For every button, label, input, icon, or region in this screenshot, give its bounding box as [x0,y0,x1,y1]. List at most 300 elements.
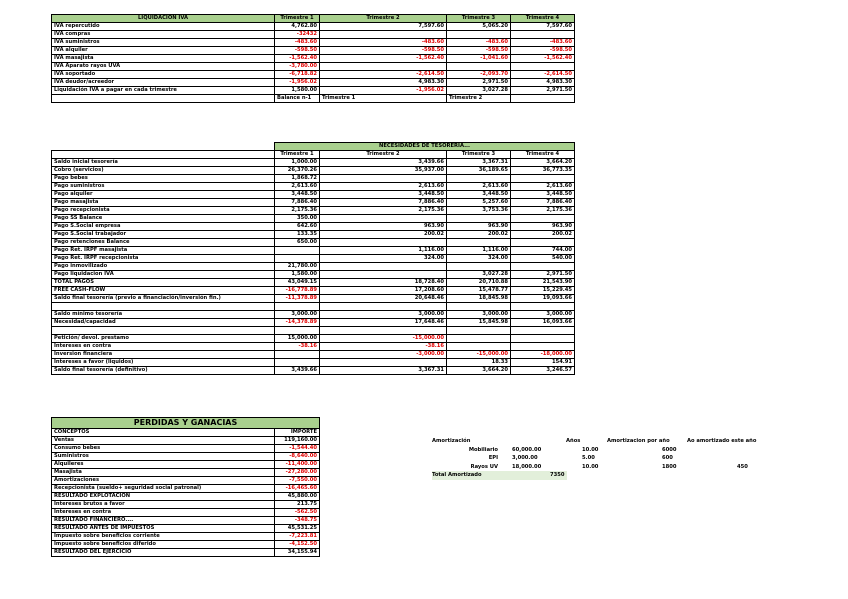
tesoreria-cell: 3,753.36 [447,207,511,215]
tesoreria-cell: -16,778.89 [275,287,320,295]
iva-cell: 1,580.00 [275,87,320,95]
pyg-row-label: Amortizaciones [52,477,275,485]
tesoreria-cell: 200.02 [511,231,575,239]
tesoreria-cell: 744.00 [511,247,575,255]
iva-row [52,63,575,71]
pyg-row-value: -4,152.50 [275,541,320,549]
pyg-row [52,525,320,533]
tesoreria-row-label: Pago alquiler [52,191,275,199]
pyg-title: PERDIDAS Y GANACIAS [52,418,320,429]
amort-cell-b: 60,000.00 [512,446,542,453]
blank-cell [52,327,275,335]
tesoreria-cell: 15,000.00 [275,335,320,343]
tes-header-t3: Trimestre 3 [447,151,511,159]
iva-cell: 2,971.50 [511,87,575,95]
iva-cell [511,31,575,39]
tesoreria-necesidad-cell: 15,845.98 [447,319,511,327]
tesoreria-row [52,359,575,367]
tesoreria-row [52,215,575,223]
tesoreria-cell: 36,773.35 [511,167,575,175]
iva-cell: 7,597.60 [320,23,447,31]
tesoreria-cell: 21,543.90 [511,279,575,287]
tesoreria-cell: 324.00 [320,255,447,263]
tesoreria-row-label: Petición/ devol. prestamo [52,335,275,343]
pyg-row-label: Consumo bebes [52,445,275,453]
tesoreria-cell [447,239,511,247]
tesoreria-row [52,287,575,295]
tesoreria-title: NECESIDADES DE TESORERIA... [275,143,575,151]
tesoreria-necesidad-cell: 16,093.66 [511,319,575,327]
tesoreria-cell: 3,448.50 [511,191,575,199]
iva-cell: 2,971.50 [447,79,511,87]
tesoreria-row [52,255,575,263]
pyg-row-value: -27,280.00 [275,469,320,477]
tesoreria-cell: 133.35 [275,231,320,239]
tesoreria-cell: 200.02 [447,231,511,239]
tesoreria-row-label: Intereses a favor (liquidos) [52,359,275,367]
tesoreria-cell: 18,728.40 [320,279,447,287]
iva-cell: -598.50 [320,47,447,55]
iva-cell: 4,762.80 [275,23,320,31]
amort-header-concept: Amortización [432,438,471,444]
tesoreria-cell [275,351,320,359]
tesoreria-necesidad-label: Necesidad/capacidad [52,319,275,327]
tesoreria-cell: 2,175.36 [320,207,447,215]
iva-row-label: IVA compras [52,31,275,39]
amort-header-this-year: Ao amortizado este año [687,438,757,444]
pyg-row [52,541,320,549]
tesoreria-cell: 21,780.00 [275,263,320,271]
tesoreria-cell: -38.16 [320,343,447,351]
tesoreria-cell [320,215,447,223]
amort-cell-d: 6000 [662,446,677,453]
pyg-row-label: Intereses brutos a favor [52,501,275,509]
tes-header-t2: Trimestre 2 [320,151,447,159]
amort-cell-c: 5.00 [582,455,595,461]
iva-cell [320,31,447,39]
iva-header-t2: Trimestre 2 [320,15,447,23]
iva-row-label: IVA suministros [52,39,275,47]
tesoreria-row [52,351,575,359]
iva-cell [511,95,575,103]
iva-row-label: IVA soportado [52,71,275,79]
tesoreria-min-cell: 3,000.00 [511,311,575,319]
iva-cell: 3,027.28 [447,87,511,95]
iva-row-label: IVA repercutido [52,23,275,31]
tesoreria-row [52,239,575,247]
iva-row-label: IVA masajista [52,55,275,63]
tesoreria-cell: 200.02 [320,231,447,239]
amort-cell-c: 10.00 [582,446,599,453]
iva-cell: -598.50 [275,47,320,55]
pyg-row-label: RESULTADO FINANCIERO.... [52,517,275,525]
blank-cell [275,303,320,311]
pyg-row [52,437,320,445]
tesoreria-cell: 20,648.46 [320,295,447,303]
blank-cell [511,303,575,311]
tesoreria-row [52,183,575,191]
tesoreria-cell: -18,000.00 [511,351,575,359]
tesoreria-cell: 7,886.40 [511,199,575,207]
iva-cell: -483.60 [320,39,447,47]
tesoreria-sheet [51,142,575,375]
iva-row [52,55,575,63]
iva-row-label: Liquidación IVA a pagar en cada trimestre [52,87,275,95]
iva-row [52,79,575,87]
tesoreria-row-label: Saldo final tesorería (previo a financiación/inversión fin.) [52,295,275,303]
blank-cell [447,303,511,311]
pyg-row [52,477,320,485]
tesoreria-table [51,142,575,375]
iva-cell: -1,562.40 [511,55,575,63]
pyg-row-value: 45,880.00 [275,493,320,501]
tesoreria-cell [511,239,575,247]
iva-cell: -483.60 [447,39,511,47]
pyg-row-label: Intereses en contra [52,509,275,517]
blank-cell [320,303,447,311]
pyg-row [52,533,320,541]
tesoreria-cell: 540.00 [511,255,575,263]
tesoreria-cell: -15,000.00 [447,351,511,359]
tesoreria-cell: 963.90 [447,223,511,231]
tesoreria-cell [447,343,511,351]
tesoreria-cell: 3,448.50 [320,191,447,199]
pyg-row-value: 34,155.94 [275,549,320,557]
tesoreria-row [52,247,575,255]
pyg-row [52,445,320,453]
iva-cell: -1,956.02 [275,79,320,87]
pyg-row [52,549,320,557]
amort-row [432,463,748,472]
tesoreria-row [52,343,575,351]
tesoreria-row [52,207,575,215]
iva-cell: -598.50 [447,47,511,55]
amortization-block [432,437,757,480]
tesoreria-cell: 154.91 [511,359,575,367]
tesoreria-cell: 26,370.26 [275,167,320,175]
iva-cell: Trimestre 2 [447,95,511,103]
tesoreria-min-label: Saldo mínimo tesorería [52,311,275,319]
tesoreria-cell: 324.00 [447,255,511,263]
tesoreria-cell [447,215,511,223]
pyg-row [52,517,320,525]
tesoreria-row-label: FREE CASH-FLOW [52,287,275,295]
tesoreria-necesidad-cell: 17,648.46 [320,319,447,327]
tesoreria-row-label: Saldo final tesorería (definitivo) [52,367,275,375]
iva-cell: -1,562.40 [275,55,320,63]
tesoreria-cell [511,215,575,223]
iva-cell: -6,718.82 [275,71,320,79]
amort-cell-d: 1800 [662,463,677,470]
tesoreria-cell: 1,000.00 [275,159,320,167]
tesoreria-cell: 650.00 [275,239,320,247]
amort-cell-a: EPI [488,455,498,461]
iva-cell: -483.60 [511,39,575,47]
tesoreria-row-label: Pago masajista [52,199,275,207]
pyg-row-value: -562.50 [275,509,320,517]
tesoreria-row-label: Pago inmovilizado [52,263,275,271]
pyg-sheet [51,417,320,557]
iva-cell: Balance n-1 [275,95,320,103]
pyg-row [52,453,320,461]
tesoreria-cell: 5,257.60 [447,199,511,207]
tesoreria-cell: 963.90 [320,223,447,231]
iva-row [52,47,575,55]
tesoreria-row-label: TOTAL PAGOS [52,279,275,287]
pyg-col-concepts: CONCEPTOS [52,429,275,437]
amort-cell-d: 600 [662,455,673,461]
tesoreria-cell [320,239,447,247]
iva-cell: -1,562.40 [320,55,447,63]
tesoreria-necesidad-row [52,319,575,327]
tesoreria-cell: 18.33 [447,359,511,367]
pyg-col-importe: IMPORTE [275,429,320,437]
amort-total-label: Total Amortizado [432,472,482,478]
iva-row [52,87,575,95]
pyg-row-label: RESULTADO ANTES DE IMPUESTOS [52,525,275,533]
tesoreria-cell: 2,175.36 [511,207,575,215]
iva-cell [511,63,575,71]
blank-cell [52,303,275,311]
pyg-row [52,509,320,517]
iva-row [52,23,575,31]
tesoreria-cell: 2,613.60 [320,183,447,191]
iva-cell: -32432 [275,31,320,39]
tesoreria-cell [511,335,575,343]
tesoreria-cell [320,175,447,183]
tesoreria-cell: 2,613.60 [447,183,511,191]
iva-row [52,71,575,79]
tesoreria-cell: 3,439.66 [320,159,447,167]
iva-title: LIQUIDACION IVA [52,15,275,23]
pyg-row [52,485,320,493]
tesoreria-row-label: Intereses en contra [52,343,275,351]
amort-header-per-year: Amortizacion por año [607,438,670,444]
tesoreria-row-label: Pago suministros [52,183,275,191]
amort-cell-e: 450 [737,463,748,470]
tesoreria-cell [275,255,320,263]
iva-cell [447,31,511,39]
tesoreria-necesidad-cell: -14,378.89 [275,319,320,327]
pyg-row-label: RESULTADO DEL EJERCICIO [52,549,275,557]
tesoreria-cell: 3,027.28 [447,271,511,279]
tesoreria-cell: 7,886.40 [320,199,447,207]
amort-header-years: Años [566,438,581,444]
tesoreria-cell: 15,478.77 [447,287,511,295]
tesoreria-cell: 2,613.60 [275,183,320,191]
tesoreria-cell: 35,937.00 [320,167,447,175]
tesoreria-cell: -3,000.00 [320,351,447,359]
tesoreria-row [52,279,575,287]
tesoreria-cell: -15,000.00 [320,335,447,343]
pyg-row-label: Masajista [52,469,275,477]
iva-cell [320,63,447,71]
pyg-row-label: Suministros [52,453,275,461]
tesoreria-cell: 3,664.20 [447,367,511,375]
iva-cell: -483.60 [275,39,320,47]
tesoreria-cell [511,263,575,271]
iva-cell: 4,983.30 [320,79,447,87]
iva-table [51,14,575,103]
pyg-row-label: Alquileres [52,461,275,469]
tesoreria-row-label: Pago recepcionista [52,207,275,215]
tesoreria-min-row [52,311,575,319]
iva-cell: -598.50 [511,47,575,55]
tesoreria-row-label: Pago bebes [52,175,275,183]
amort-cell-b: 3,000.00 [512,455,538,461]
tesoreria-cell: 350.00 [275,215,320,223]
iva-cell: 4,983.30 [511,79,575,87]
tesoreria-corner [52,151,275,159]
iva-cell: -1,956.02 [320,87,447,95]
blank-cell [320,327,447,335]
tesoreria-min-cell: 3,000.00 [320,311,447,319]
tesoreria-cell: 18,845.98 [447,295,511,303]
blank-cell [447,327,511,335]
pyg-row-label: Impuesto sobre beneficios corriente [52,533,275,541]
tesoreria-cell: 19,093.66 [511,295,575,303]
iva-row-label [52,95,275,103]
iva-cell: -2,093.70 [447,71,511,79]
amort-total-value: 7350 [550,472,565,478]
amort-row [432,454,673,463]
iva-row [52,31,575,39]
tesoreria-cell: 963.90 [511,223,575,231]
tesoreria-cell [275,247,320,255]
iva-cell: 5,065.20 [447,23,511,31]
tesoreria-cell: 2,175.36 [275,207,320,215]
iva-cell: -1,041.60 [447,55,511,63]
amort-row [432,446,677,455]
pyg-row-value: -7,550.00 [275,477,320,485]
amort-cell-a: Rayos UV [470,463,498,470]
tesoreria-cell: -11,378.89 [275,295,320,303]
tesoreria-cell [320,271,447,279]
pyg-row-label: RESULTADO EXPLOTACION [52,493,275,501]
tes-header-t4: Trimestre 4 [511,151,575,159]
tesoreria-cell: 3,664.20 [511,159,575,167]
tesoreria-cell: 2,613.60 [511,183,575,191]
tesoreria-row-label: Pago SS Balance [52,215,275,223]
pyg-table [51,417,320,557]
pyg-row-value: 119,160.00 [275,437,320,445]
tesoreria-cell: 36,189.65 [447,167,511,175]
pyg-row-value: -16,465.60 [275,485,320,493]
pyg-row-value: -348.75 [275,517,320,525]
blank-cell [511,327,575,335]
tesoreria-cell [511,175,575,183]
iva-row-label: IVA deudor/acreedor [52,79,275,87]
amort-cell-c: 10.00 [582,463,599,470]
tesoreria-row-label: Pago retenciones Balance [52,239,275,247]
tesoreria-cell: 3,367.31 [447,159,511,167]
tesoreria-cell: 15,229.45 [511,287,575,295]
tesoreria-cell: 1,868.72 [275,175,320,183]
pyg-row-value: 213.75 [275,501,320,509]
tesoreria-cell: 3,448.50 [447,191,511,199]
tesoreria-cell: 3,367.31 [320,367,447,375]
tesoreria-cell [447,175,511,183]
tesoreria-cell: 17,208.60 [320,287,447,295]
iva-header-t1: Trimestre 1 [275,15,320,23]
pyg-row [52,469,320,477]
pyg-row-value: -11,400.00 [275,461,320,469]
tesoreria-cell: -38.16 [275,343,320,351]
tesoreria-row [52,175,575,183]
tesoreria-row [52,231,575,239]
blank-row [52,303,575,311]
tesoreria-cell [447,263,511,271]
tesoreria-min-cell: 3,000.00 [275,311,320,319]
tesoreria-cell [275,359,320,367]
iva-row [52,95,575,103]
pyg-row [52,493,320,501]
tesoreria-row-label: Cobro (servicios) [52,167,275,175]
iva-cell: -3,780.00 [275,63,320,71]
tesoreria-cell [320,263,447,271]
tesoreria-cell: 2,971.50 [511,271,575,279]
pyg-row-value: -1,544.40 [275,445,320,453]
tesoreria-row [52,223,575,231]
pyg-row [52,461,320,469]
tesoreria-row [52,271,575,279]
tesoreria-cell: 1,116.00 [320,247,447,255]
tesoreria-row-label: Pago S.Social empresa [52,223,275,231]
tesoreria-cell: 1,580.00 [275,271,320,279]
iva-cell: 7,597.60 [511,23,575,31]
tesoreria-cell: 1,116.00 [447,247,511,255]
tesoreria-row [52,167,575,175]
tesoreria-row [52,335,575,343]
tesoreria-row [52,367,575,375]
tesoreria-cell: 3,246.57 [511,367,575,375]
iva-row-label: IVA Aparato rayos UVA [52,63,275,71]
tesoreria-cell: 642.60 [275,223,320,231]
pyg-row-value: -8,640.00 [275,453,320,461]
iva-header-t4: Trimestre 4 [511,15,575,23]
tesoreria-cell: 3,448.50 [275,191,320,199]
tesoreria-cell: 43,049.15 [275,279,320,287]
pyg-row-label: Ventas [52,437,275,445]
amort-cell-b: 18,000.00 [512,463,542,470]
iva-cell: -2,614.50 [511,71,575,79]
tesoreria-row [52,263,575,271]
iva-cell: Trimestre 1 [320,95,447,103]
tesoreria-cell: 3,439.66 [275,367,320,375]
tesoreria-row-label: Saldo inicial tesorería [52,159,275,167]
pyg-row-label: Recepcionista (sueldo+ seguridad social patronal) [52,485,275,493]
tesoreria-row-label: Pago liquidacion IVA [52,271,275,279]
tesoreria-cell: 20,710.88 [447,279,511,287]
tes-header-t1: Trimestre 1 [275,151,320,159]
tesoreria-row [52,199,575,207]
iva-row [52,39,575,47]
tesoreria-cell [320,359,447,367]
tesoreria-row [52,295,575,303]
tesoreria-row-label: Pago Ret. IRPF masajista [52,247,275,255]
tesoreria-row-label: Inversion financiera [52,351,275,359]
tesoreria-row-label: Pago S.Social trabajador [52,231,275,239]
pyg-row-label: Impuesto sobre beneficios diferido [52,541,275,549]
tesoreria-cell: 7,886.40 [275,199,320,207]
iva-cell [447,63,511,71]
iva-header-t3: Trimestre 3 [447,15,511,23]
tesoreria-row-label: Pago Ret. IRPF recepcionista [52,255,275,263]
tesoreria-row [52,159,575,167]
tesoreria-cell [511,343,575,351]
pyg-row-value: -7,223.81 [275,533,320,541]
tesoreria-cell [447,335,511,343]
